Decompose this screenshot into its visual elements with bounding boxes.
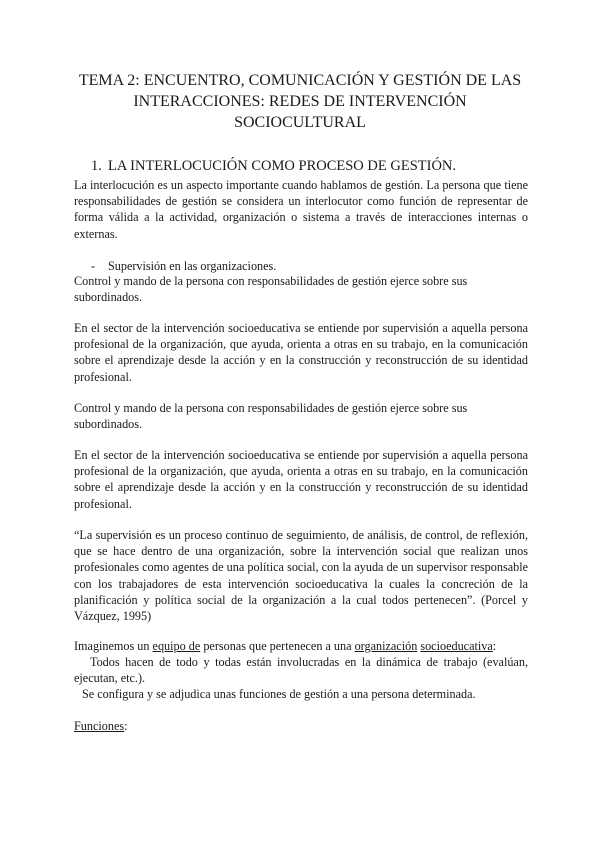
sector-paragraph-1: En el sector de la intervención socioeducativa se entiende por supervisión a aquella persona profesional de la organización, que ayuda, orienta a otras en su trabajo, en la comunicación sobre el aprendizaje desde la acción y en la construcción y reconstrucción de su identidad profesional. <box>74 321 528 384</box>
imagine-line-2: Todos hacen de todo y todas están involucradas en la dinámica de trabajo (evalúan, ejecutan, etc.). <box>74 655 528 686</box>
funciones-underlined: Funciones <box>74 719 125 733</box>
title-line-2: INTERACCIONES: REDES DE INTERVENCIÓN <box>133 93 467 110</box>
section-heading-text: LA INTERLOCUCIÓN COMO PROCESO DE GESTIÓN. <box>108 158 457 174</box>
section-heading <box>91 157 456 175</box>
bullet-text: Supervisión en las organizaciones. <box>108 259 277 273</box>
sector-paragraph-2: En el sector de la intervención socioeducativa se entiende por supervisión a aquella persona profesional de la organización, que ayuda, orienta a otras en su trabajo, en la comunicación sobre el aprendizaje desde la acción y en la construcción y reconstrucción de su identidad profesional. <box>74 448 528 511</box>
imagine-text-2: personas que pertenecen a una <box>200 639 355 653</box>
underlined-organizacion: organización <box>354 639 418 653</box>
funciones-label <box>74 718 528 734</box>
bullet-item <box>91 258 276 274</box>
control-paragraph-1: Control y mando de la persona con responsabilidades de gestión ejerce sobre sus subordinados. <box>74 274 468 305</box>
underlined-equipo: equipo de <box>152 639 201 653</box>
intro-paragraph: La interlocución es un aspecto importante cuando hablamos de gestión. La persona que tiene responsabilidades de gestión se considera un interlocutor como función de representar de forma válida a la actividad, organización o sistema a través de interacciones internas o externas. <box>74 178 528 241</box>
funciones-colon: : <box>124 719 128 733</box>
imagine-paragraph <box>74 638 528 654</box>
imagine-text-4: : <box>492 639 497 653</box>
page-title <box>60 70 540 133</box>
title-line-1: TEMA 2: ENCUENTRO, COMUNICACIÓN Y GESTIÓN DE LAS <box>78 72 522 89</box>
control-paragraph-2: Control y mando de la persona con responsabilidades de gestión ejerce sobre sus subordinados. <box>74 401 468 432</box>
bullet-dash: - <box>91 259 96 273</box>
section-number: 1. <box>91 158 102 174</box>
imagine-text-1: Imaginemos un <box>74 639 153 653</box>
imagine-line-3: Se configura y se adjudica unas funciones de gestión a una persona determinada. <box>82 687 476 701</box>
underlined-socioeducativa: socioeducativa <box>420 639 493 653</box>
title-line-3: SOCIOCULTURAL <box>234 114 366 131</box>
quote-paragraph: “La supervisión es un proceso continuo de seguimiento, de análisis, de control, de reflexión, que se hace dentro de una organización, sobre la intervención social que realizan unos profesionales como agentes de una política social, con la ayuda de un supervisor responsable con los trabajadores de esta intervención socioeducativa la cuales la concreción de la planificación y política social de la organización a la cual todos pertenecen”. (Porcel y Vázquez, 1995) <box>74 528 528 624</box>
